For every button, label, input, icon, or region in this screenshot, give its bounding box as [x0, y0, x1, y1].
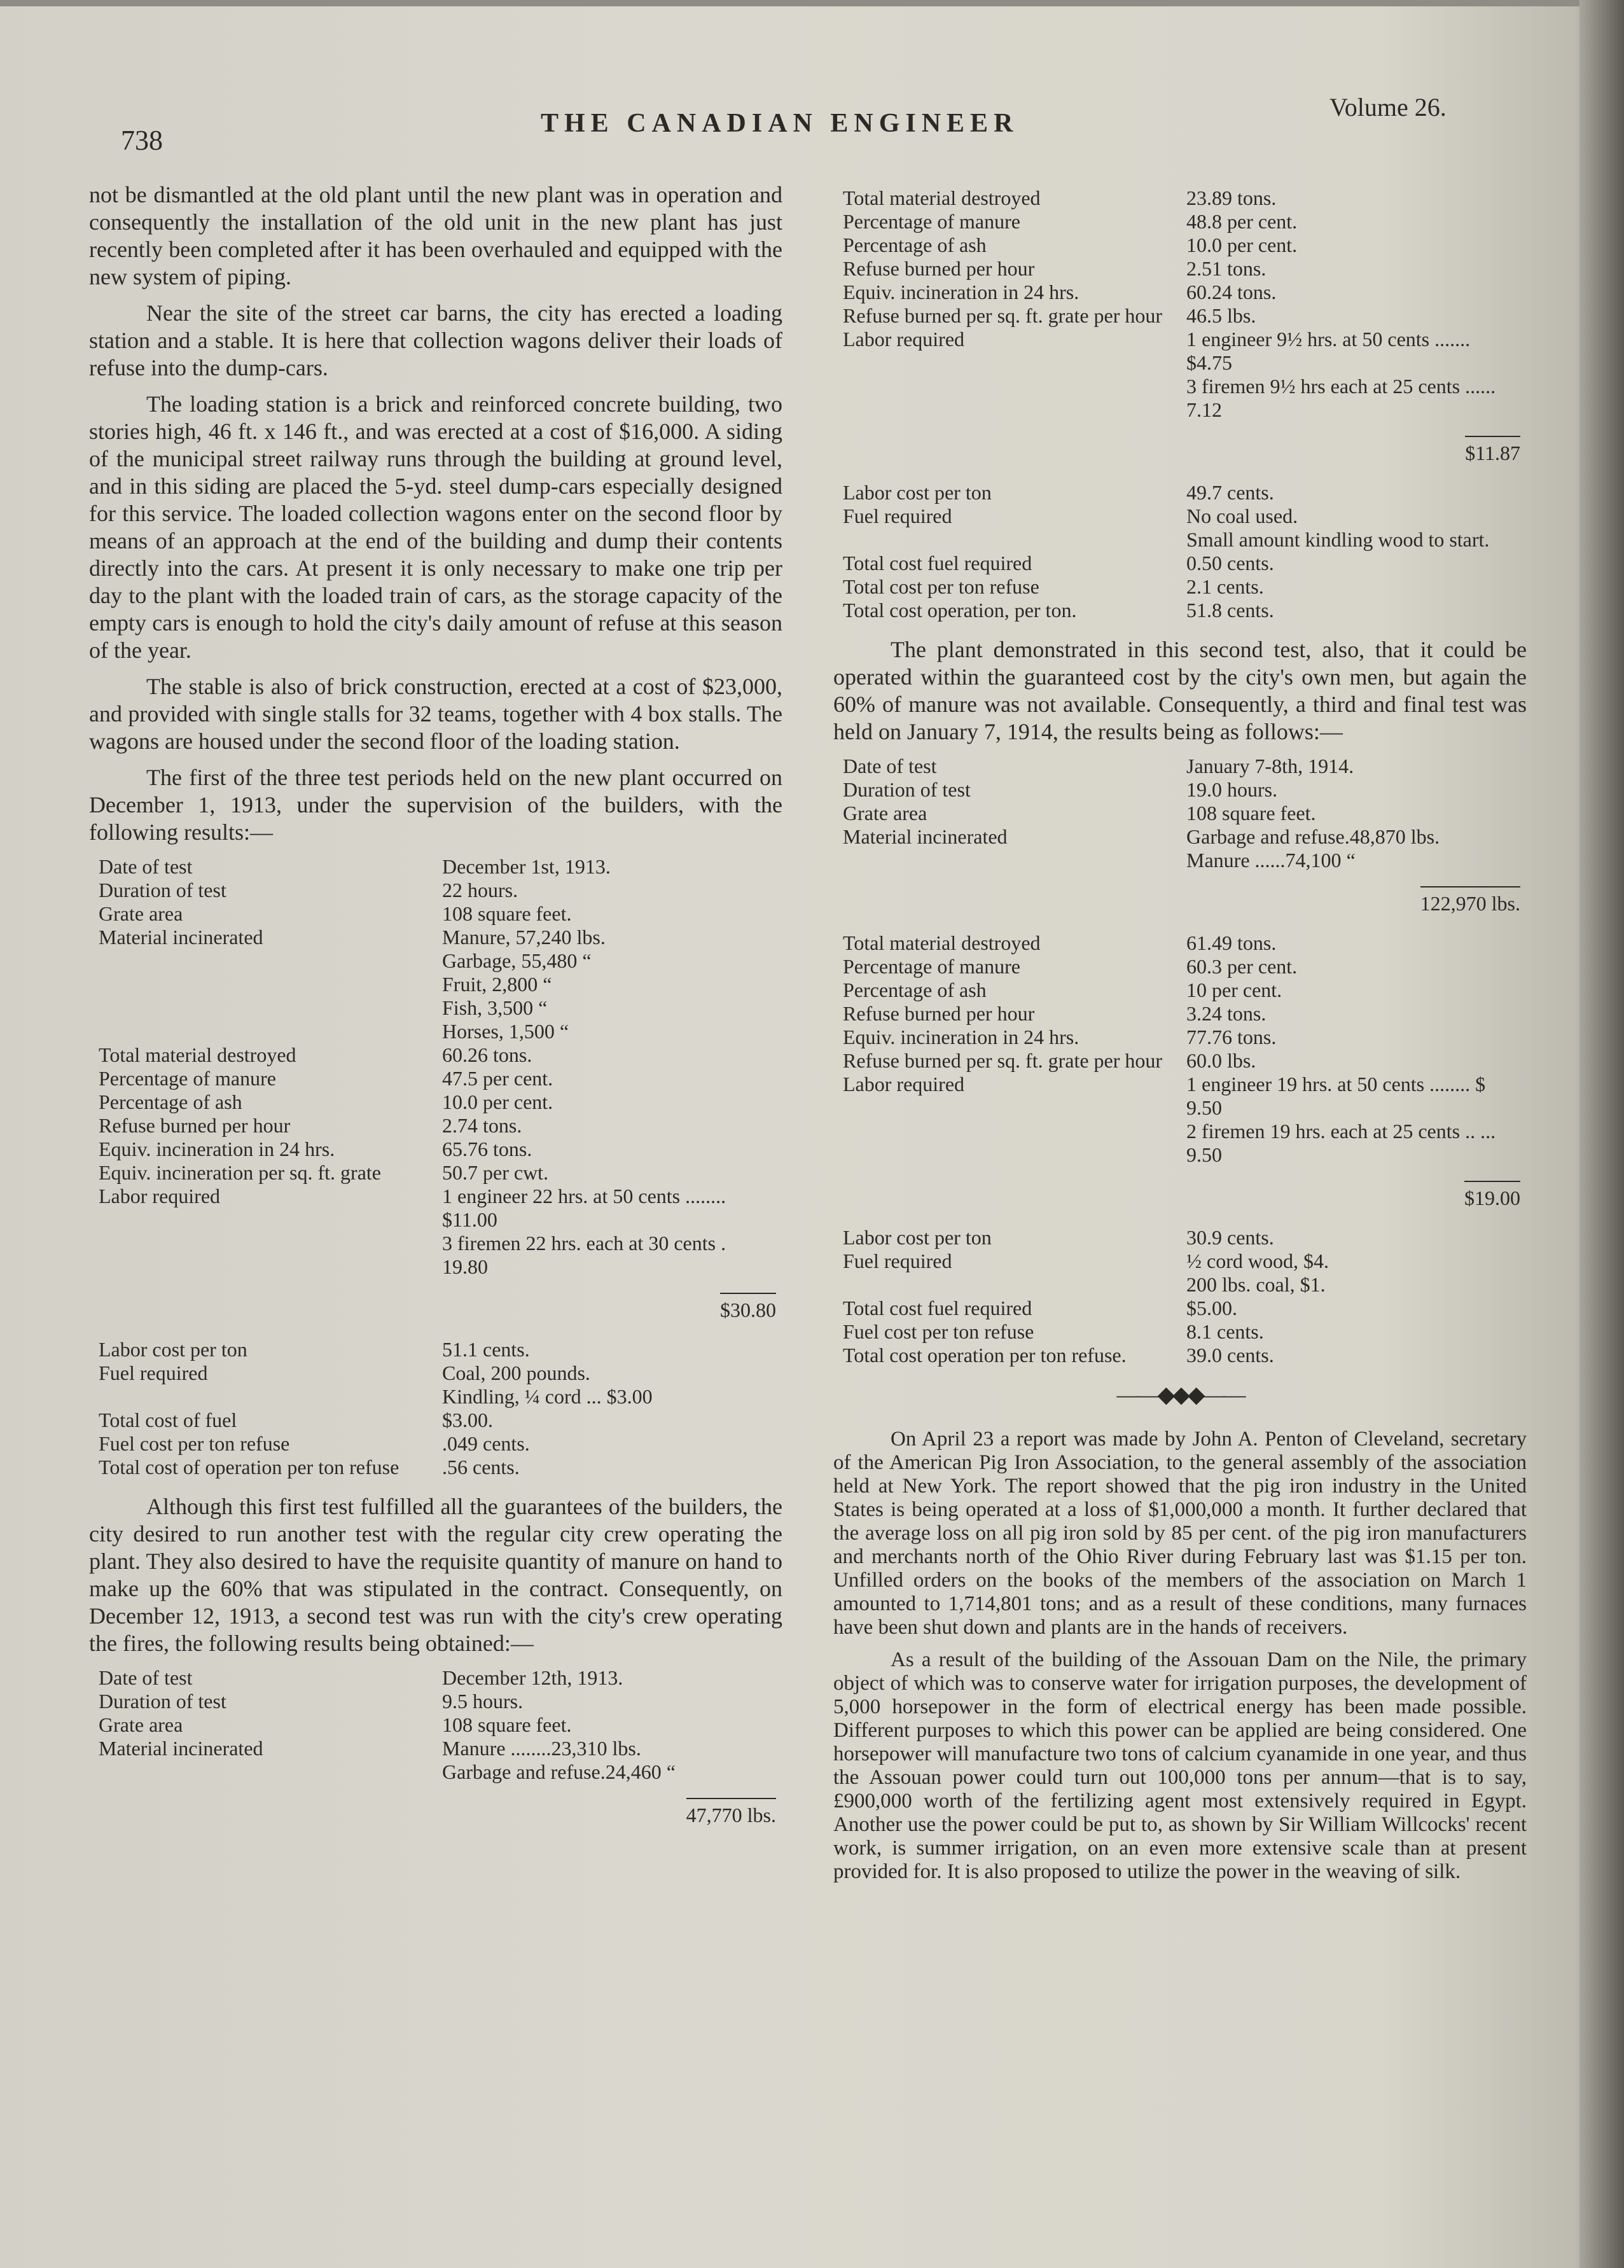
result-value: 1 engineer 19 hrs. at 50 cents ........ $ 9.50 2 firemen 19 hrs. each at 25 cents .. ... 9.50 [1186, 1073, 1496, 1166]
result-value: Manure, 57,240 lbs. Garbage, 55,480 “ Fruit, 2,800 “ Fish, 3,500 “ Horses, 1,500 “ [442, 926, 606, 1043]
result-value: 1 engineer 22 hrs. at 50 cents ........ $11.00 3 firemen 22 hrs. each at 30 cents . 19.80 [442, 1185, 726, 1278]
material-total: 122,970 lbs. [833, 886, 1520, 917]
page-number: 738 [121, 125, 163, 156]
news-items [833, 1428, 1527, 1884]
result-row [99, 926, 760, 1043]
result-label: Refuse burned per hour [843, 1002, 1035, 1025]
result-value: 0.50 cents. [1186, 552, 1274, 574]
result-row [843, 1344, 1504, 1367]
result-row [99, 855, 760, 879]
result-label: Material incinerated [843, 825, 1008, 848]
result-value: 2.1 cents. [1186, 575, 1264, 598]
result-value: .049 cents. [442, 1432, 530, 1455]
result-label: Total material destroyed [843, 186, 1041, 209]
material-total: 47,770 lbs. [89, 1798, 776, 1829]
paragraph: The plant demonstrated in this second test, also, that it could be operated within the guaranteed cost by the city's own men, but again the 60% of manure was not available. Consequently, a third and final test was held on January 7, 1914, the results being as follows:— [833, 637, 1527, 744]
result-label: Material incinerated [99, 1737, 263, 1760]
result-row [99, 1666, 760, 1690]
result-row [99, 1114, 760, 1137]
result-row [843, 1249, 1504, 1297]
result-row [99, 1043, 760, 1067]
labor-total: $11.87 [833, 436, 1520, 467]
paragraph: The stable is also of brick construction, erected at a cost of $23,000, and provided with single stalls for 32 teams, together with 4 box stalls. The wagons are housed under the second floor of the loading station. [89, 674, 782, 754]
results-table-test1 [99, 855, 760, 1279]
result-value: 10.0 per cent. [1186, 233, 1298, 256]
result-value: 108 square feet. [442, 902, 572, 925]
result-label: Total material destroyed [99, 1043, 296, 1066]
result-value: 2.74 tons. [442, 1114, 522, 1137]
result-row [843, 552, 1504, 575]
result-row [843, 1026, 1504, 1049]
result-value: Manure ........23,310 lbs. Garbage and refuse.24,460 “ [442, 1737, 676, 1783]
result-row [843, 575, 1504, 599]
result-label: Grate area [99, 902, 183, 925]
result-value: 19.0 hours. [1186, 778, 1278, 801]
result-row [99, 1067, 760, 1090]
book-gutter [1579, 0, 1624, 2268]
result-value: 50.7 per cwt. [442, 1161, 549, 1184]
result-label: Percentage of manure [843, 210, 1020, 233]
result-label: Percentage of manure [99, 1067, 276, 1090]
labor-total: $30.80 [89, 1293, 776, 1324]
result-row [99, 902, 760, 926]
result-label: Percentage of ash [99, 1090, 242, 1113]
result-label: Total cost of fuel [99, 1409, 237, 1431]
result-row [843, 281, 1504, 304]
result-row [843, 755, 1504, 778]
result-label: Labor required [99, 1185, 221, 1207]
labor-total: $19.00 [833, 1181, 1520, 1212]
result-label: Grate area [99, 1713, 183, 1736]
results-table-test2-cont [843, 186, 1504, 422]
result-value: 77.76 tons. [1186, 1026, 1277, 1048]
result-label: Labor required [843, 1073, 965, 1096]
result-label: Date of test [99, 1666, 193, 1689]
results-table-test3 [843, 755, 1504, 872]
result-value: 48.8 per cent. [1186, 210, 1298, 233]
result-label: Percentage of ash [843, 978, 987, 1001]
result-row [99, 1432, 760, 1456]
result-value: 108 square feet. [1186, 802, 1316, 824]
result-value: December 1st, 1913. [442, 855, 611, 878]
result-value: 65.76 tons. [442, 1137, 532, 1160]
result-value: $5.00. [1186, 1297, 1237, 1319]
result-value: 51.8 cents. [1186, 599, 1274, 622]
result-label: Fuel cost per ton refuse [843, 1320, 1034, 1343]
top-edge [0, 0, 1624, 6]
result-value: 47.5 per cent. [442, 1067, 553, 1090]
paragraph: Near the site of the street car barns, the city has erected a loading station and a stable. It is here that collection wagons deliver their loads of refuse into the dump-cars. [89, 300, 782, 380]
result-value: 49.7 cents. [1186, 481, 1274, 504]
volume-label: Volume 26. [1329, 93, 1447, 122]
result-value: Garbage and refuse.48,870 lbs. Manure ......74,100 “ [1186, 825, 1440, 872]
results-table-test3-costs [843, 1226, 1504, 1367]
result-row [843, 304, 1504, 328]
result-row [843, 955, 1504, 978]
result-label: Total cost of operation per ton refuse [99, 1456, 399, 1478]
result-label: Duration of test [843, 778, 971, 801]
result-label: Date of test [99, 855, 193, 878]
result-value: 30.9 cents. [1186, 1226, 1274, 1249]
result-row [843, 1049, 1504, 1073]
result-label: Equiv. incineration in 24 hrs. [843, 1026, 1079, 1048]
result-row [843, 931, 1504, 955]
result-row [99, 1185, 760, 1279]
result-value: 8.1 cents. [1186, 1320, 1264, 1343]
result-value: 2.51 tons. [1186, 257, 1267, 280]
result-value: .56 cents. [442, 1456, 520, 1478]
result-label: Total cost operation, per ton. [843, 599, 1077, 622]
result-value: 10.0 per cent. [442, 1090, 553, 1113]
result-row [843, 802, 1504, 825]
result-value: 51.1 cents. [442, 1338, 530, 1361]
result-value: January 7-8th, 1914. [1186, 755, 1354, 777]
result-label: Fuel cost per ton refuse [99, 1432, 290, 1455]
result-value: Coal, 200 pounds. Kindling, ¼ cord ... $3.00 [442, 1361, 653, 1408]
results-table-test2 [99, 1666, 760, 1784]
result-value: 3.24 tons. [1186, 1002, 1267, 1025]
result-label: Total material destroyed [843, 931, 1041, 954]
result-value: $3.00. [442, 1409, 493, 1431]
section-ornament: ——◆◆◆—— [1116, 1382, 1244, 1407]
results-table-test3-cont [843, 931, 1504, 1167]
result-label: Percentage of manure [843, 955, 1020, 978]
result-row [99, 1137, 760, 1161]
result-row [843, 1297, 1504, 1320]
result-row [99, 1456, 760, 1479]
result-row [843, 233, 1504, 257]
result-label: Equiv. incineration in 24 hrs. [843, 281, 1079, 303]
results-table-test1-costs [99, 1338, 760, 1479]
result-label: Labor cost per ton [99, 1338, 247, 1361]
result-row [843, 481, 1504, 504]
result-label: Equiv. incineration in 24 hrs. [99, 1137, 335, 1160]
result-value: No coal used. Small amount kindling wood to start. [1186, 504, 1490, 551]
paragraph: not be dismantled at the old plant until the new plant was in operation and consequently the installation of the old unit in the new plant has just recently been completed after it has been overhauled and equipped with the new system of piping. [89, 182, 782, 289]
result-row [843, 186, 1504, 210]
result-row [99, 1737, 760, 1784]
result-row [99, 1338, 760, 1361]
result-row [843, 825, 1504, 872]
paragraph: Although this first test fulfilled all the guarantees of the builders, the city desired to run another test with the regular city crew operating the plant. They also desired to have the requisite quantity of manure on hand to make up the 60% that was stipulated in the contract. Consequently, on December 12, 1913, a second test was run with the city's crew operating the fires, the following results being obtained:— [89, 1494, 782, 1656]
result-row [843, 1002, 1504, 1026]
result-label: Refuse burned per sq. ft. grate per hour [843, 304, 1163, 327]
result-label: Total cost per ton refuse [843, 575, 1039, 598]
journal-title: THE CANADIAN ENGINEER [541, 109, 1019, 138]
paragraph: The first of the three test periods held on the new plant occurred on December 1, 1913, under the supervision of the builders, with the following results:— [89, 765, 782, 845]
result-label: Duration of test [99, 879, 226, 901]
result-value: 39.0 cents. [1186, 1344, 1274, 1367]
result-value: 10 per cent. [1186, 978, 1282, 1001]
paragraph: The loading station is a brick and reinforced concrete building, two stories high, 46 ft. x 146 ft., and was erected at a cost of $16,000. A siding of the municipal street railway runs through the building at ground level, and in this siding are placed the 5-yd. steel dump-cars especially designed for this service. The loaded collection wagons enter on the second floor by means of an approach at the end of the building and dump their contents directly into the cars. At present it is only necessary to make one trip per day to the plant with the loaded train of cars, as the storage capacity of the empty cars is enough to hold the city's daily amount of refuse at this season of the year. [89, 391, 782, 663]
left-column [89, 181, 782, 1843]
result-value: 60.26 tons. [442, 1043, 532, 1066]
result-row [843, 1320, 1504, 1344]
result-row [99, 1713, 760, 1737]
result-label: Grate area [843, 802, 927, 824]
result-row [843, 978, 1504, 1002]
result-value: 46.5 lbs. [1186, 304, 1256, 327]
result-label: Fuel required [843, 1249, 952, 1272]
result-label: Refuse burned per hour [843, 257, 1035, 280]
result-label: Percentage of ash [843, 233, 987, 256]
right-column [833, 181, 1527, 1893]
paragraph: As a result of the building of the Assouan Dam on the Nile, the primary object of which was to conserve water for irrigation purposes, the development of 5,000 horsepower in the form of electrical energy has been made possible. Different purposes to which this power can be applied are being considered. One horsepower will manufacture two tons of calcium cyanamide in one year, and thus the Assouan power could turn out 100,000 tons per annum—that is to say, £900,000 worth of the fertilizing agent most extensively required in Egypt. Another use the power could be put to, as shown by Sir William Willcocks' recent work, is summer irrigation, on an even more extensive scale than at present provided for. It is also proposed to utilize the power in the weaving of silk. [833, 1648, 1527, 1883]
result-label: Labor cost per ton [843, 481, 992, 504]
result-value: December 12th, 1913. [442, 1666, 623, 1689]
result-row [843, 599, 1504, 622]
result-value: 9.5 hours. [442, 1690, 524, 1713]
result-value: 22 hours. [442, 879, 518, 901]
paragraph: On April 23 a report was made by John A. Penton of Cleveland, secretary of the American Pig Iron Association, to the general assembly of the association held at New York. The report showed that the pig iron industry in the United States is being operated at a loss of $1,000,000 a month. It further declared that the average loss on all pig iron sold by 85 per cent. of the pig iron manufacturers and merchants north of the Ohio River during February last was $1.15 per ton. Unfilled orders on the books of the members of the association on March 1 amounted to 1,714,801 tons; and as a result of these conditions, many furnaces have been shut down and plants are in the hands of receivers. [833, 1428, 1527, 1639]
result-label: Date of test [843, 755, 937, 777]
result-row [843, 328, 1504, 422]
result-value: 61.49 tons. [1186, 931, 1277, 954]
results-table-test2-costs [843, 481, 1504, 622]
result-value: 60.24 tons. [1186, 281, 1277, 303]
result-row [99, 879, 760, 902]
result-value: 60.3 per cent. [1186, 955, 1298, 978]
result-row [843, 1073, 1504, 1167]
result-label: Fuel required [99, 1361, 208, 1384]
result-row [99, 1090, 760, 1114]
result-label: Fuel required [843, 504, 952, 527]
result-row [843, 778, 1504, 802]
result-label: Labor required [843, 328, 965, 351]
result-label: Labor cost per ton [843, 1226, 992, 1249]
result-row [99, 1690, 760, 1713]
result-label: Total cost fuel required [843, 1297, 1032, 1319]
result-label: Material incinerated [99, 926, 263, 949]
result-row [843, 210, 1504, 233]
result-row [99, 1409, 760, 1432]
result-row [843, 504, 1504, 552]
result-label: Total cost fuel required [843, 552, 1032, 574]
result-label: Refuse burned per hour [99, 1114, 291, 1137]
result-value: 108 square feet. [442, 1713, 572, 1736]
result-row [843, 1226, 1504, 1249]
result-label: Refuse burned per sq. ft. grate per hour [843, 1049, 1163, 1072]
result-label: Duration of test [99, 1690, 226, 1713]
result-label: Equiv. incineration per sq. ft. grate [99, 1161, 381, 1184]
result-row [99, 1161, 760, 1185]
result-row [99, 1361, 760, 1409]
result-row [843, 257, 1504, 281]
result-value: 1 engineer 9½ hrs. at 50 cents ....... $4.75 3 firemen 9½ hrs each at 25 cents ...... 7.12 [1186, 328, 1496, 421]
result-value: 60.0 lbs. [1186, 1049, 1256, 1072]
result-label: Total cost operation per ton refuse. [843, 1344, 1127, 1367]
result-value: ½ cord wood, $4. 200 lbs. coal, $1. [1186, 1249, 1329, 1296]
result-value: 23.89 tons. [1186, 186, 1277, 209]
